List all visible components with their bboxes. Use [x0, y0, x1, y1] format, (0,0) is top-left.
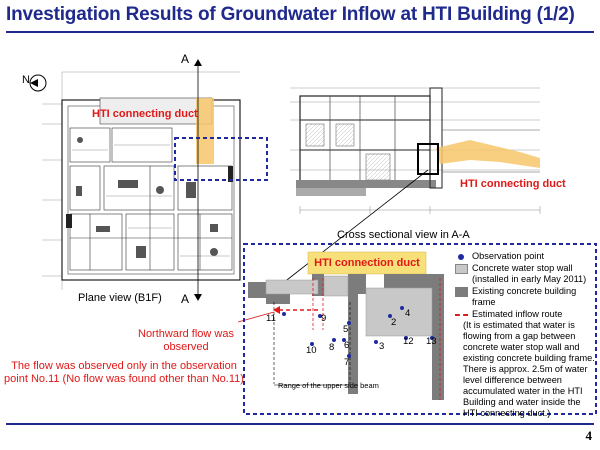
legend-label: Existing concrete building frame	[472, 286, 577, 307]
observation-point: 8	[329, 342, 335, 353]
legend-item	[455, 263, 597, 285]
flow-observed-note: The flow was observed only in the observation point No.11 (No flow was found other than No.11)	[4, 360, 244, 385]
section-marker-top: A	[181, 52, 190, 66]
water-stop-wall-icon	[455, 264, 468, 274]
north-label: N	[22, 74, 30, 86]
cross-section-caption: Cross sectional view in A-A	[337, 229, 470, 241]
section-marker-bottom: A	[181, 292, 190, 306]
northward-flow-note: Northward flow was observed	[138, 328, 234, 353]
section-zoom-box	[418, 144, 438, 174]
legend-label: Estimated inflow route	[472, 309, 563, 319]
observation-point: 13	[426, 336, 437, 347]
legend-label: Concrete water stop wall (installed in early May 2011)	[472, 263, 587, 284]
observation-point-icon	[455, 252, 468, 262]
observation-point: 2	[391, 317, 397, 328]
legend	[455, 251, 597, 419]
building-frame-icon	[455, 287, 468, 297]
observation-point: 4	[405, 308, 411, 319]
legend-item	[455, 286, 597, 308]
plan-view-drawing	[30, 59, 267, 301]
observation-point: 6	[344, 340, 350, 351]
section-duct-label: HTI connecting duct	[460, 178, 566, 190]
footer-rule	[6, 423, 594, 425]
legend-item	[455, 309, 597, 320]
plan-view-caption: Plane view (B1F)	[78, 292, 162, 304]
beam-range-label: Range of the upper side beam	[278, 381, 379, 390]
section-duct-highlight	[436, 140, 540, 168]
detail-duct-label: HTI connection duct	[314, 257, 420, 269]
legend-note: (It is estimated that water is flowing from a gap between concrete water stop wall and existing concrete building frame. There is approx. 2.5m of water level difference between accumulated water in the HTI Building and water inside the HTI connecting duct.)	[463, 320, 595, 418]
plan-duct-highlight	[196, 98, 214, 164]
observation-point: 7	[344, 357, 350, 368]
observation-point: 11	[266, 313, 276, 324]
inflow-route-arrow-icon	[455, 310, 468, 320]
observation-point: 3	[379, 341, 385, 352]
observation-point: 12	[403, 336, 414, 347]
page-number: 4	[585, 428, 592, 443]
page-title: Investigation Results of Groundwater Inflow at HTI Building (1/2)	[6, 4, 575, 25]
observation-point: 5	[343, 324, 349, 335]
north-arrow-icon	[30, 75, 46, 91]
plan-duct-label: HTI connecting duct	[92, 108, 198, 120]
observation-point: 9	[321, 313, 327, 324]
observation-point: 10	[306, 345, 317, 356]
legend-label: Observation point	[472, 251, 545, 261]
legend-item	[455, 251, 597, 262]
